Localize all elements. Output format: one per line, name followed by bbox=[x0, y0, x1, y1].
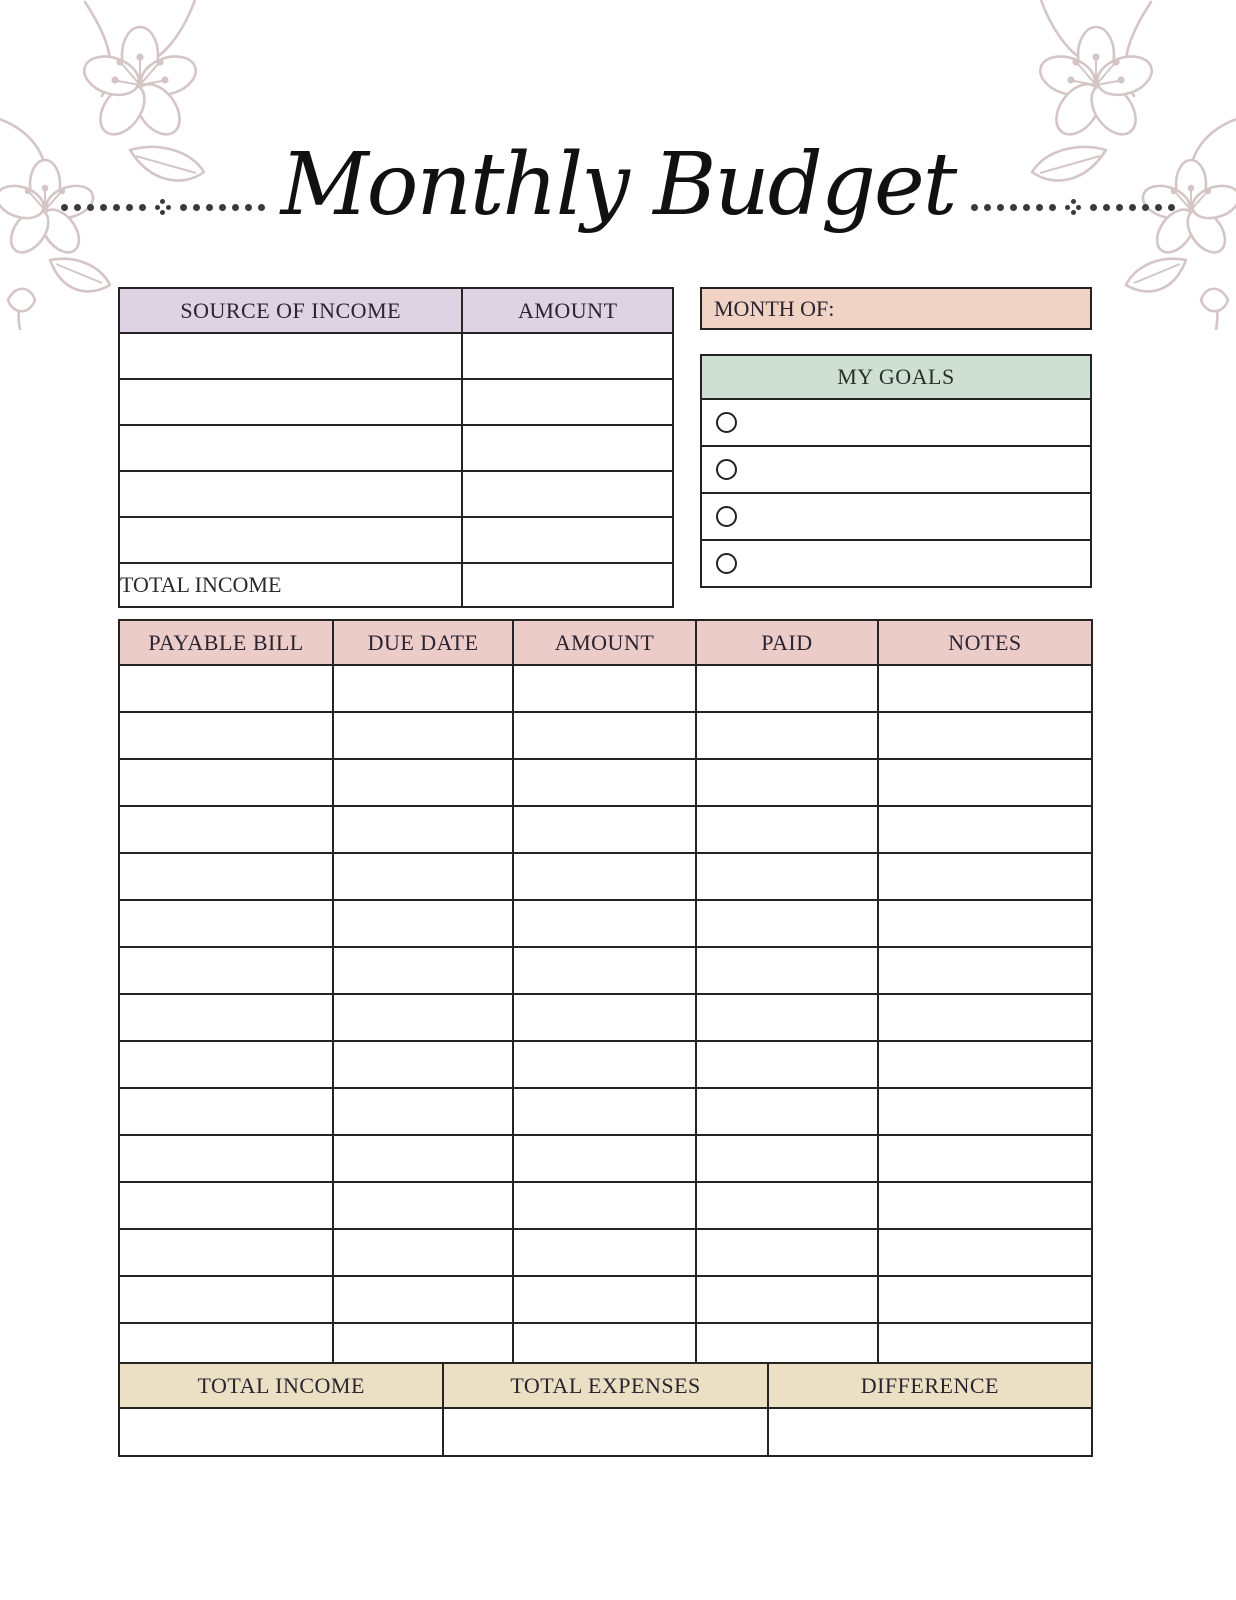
bill-entry-cell[interactable] bbox=[119, 900, 333, 947]
bill-entry-cell[interactable] bbox=[119, 759, 333, 806]
goals-body bbox=[700, 400, 1092, 588]
bill-entry-cell[interactable] bbox=[333, 947, 513, 994]
bill-entry-cell[interactable] bbox=[878, 1229, 1092, 1276]
title-row bbox=[0, 110, 1236, 260]
income-header-source: SOURCE OF INCOME bbox=[119, 288, 462, 333]
bill-entry-cell[interactable] bbox=[513, 947, 696, 994]
table-row bbox=[119, 1276, 1092, 1323]
ornament-diamond-icon bbox=[155, 199, 171, 215]
summary-header-total-expenses: TOTAL EXPENSES bbox=[443, 1363, 767, 1408]
bill-entry-cell[interactable] bbox=[696, 1229, 878, 1276]
ornament-dot bbox=[1049, 204, 1056, 211]
bill-entry-cell[interactable] bbox=[119, 947, 333, 994]
bill-entry-cell[interactable] bbox=[696, 1135, 878, 1182]
table-row bbox=[119, 1088, 1092, 1135]
ornament-dot bbox=[74, 204, 81, 211]
goal-bullet-circle-icon[interactable] bbox=[716, 412, 737, 433]
bills-header-amount: AMOUNT bbox=[513, 620, 696, 665]
bill-entry-cell[interactable] bbox=[333, 759, 513, 806]
bill-entry-cell[interactable] bbox=[696, 853, 878, 900]
bill-entry-cell[interactable] bbox=[119, 712, 333, 759]
ornament-dot bbox=[1155, 204, 1162, 211]
table-row bbox=[119, 1229, 1092, 1276]
summary-value-cell[interactable] bbox=[768, 1408, 1092, 1456]
ornament-dot bbox=[1168, 204, 1175, 211]
bill-entry-cell[interactable] bbox=[696, 712, 878, 759]
table-row bbox=[119, 806, 1092, 853]
bill-entry-cell[interactable] bbox=[513, 806, 696, 853]
income-entry-cell[interactable] bbox=[119, 517, 462, 563]
bill-entry-cell[interactable] bbox=[878, 994, 1092, 1041]
bill-entry-cell[interactable] bbox=[333, 665, 513, 712]
goals-header: MY GOALS bbox=[700, 354, 1092, 400]
income-table bbox=[118, 287, 674, 608]
bills-header-row bbox=[119, 620, 1092, 665]
ornament-dot bbox=[180, 204, 187, 211]
bill-entry-cell[interactable] bbox=[878, 947, 1092, 994]
bill-entry-cell[interactable] bbox=[513, 1276, 696, 1323]
summary-table bbox=[118, 1362, 1093, 1457]
bill-entry-cell[interactable] bbox=[119, 1041, 333, 1088]
table-row bbox=[119, 900, 1092, 947]
ornament-dot bbox=[258, 204, 265, 211]
summary-header-total-income: TOTAL INCOME bbox=[119, 1363, 443, 1408]
table-row bbox=[119, 425, 673, 471]
bill-entry-cell[interactable] bbox=[696, 1041, 878, 1088]
income-entry-cell[interactable] bbox=[119, 379, 462, 425]
ornament-dot bbox=[87, 204, 94, 211]
goal-row[interactable] bbox=[700, 494, 1092, 541]
bills-header-due-date: DUE DATE bbox=[333, 620, 513, 665]
bill-entry-cell[interactable] bbox=[696, 947, 878, 994]
table-row bbox=[119, 379, 673, 425]
income-entry-cell[interactable] bbox=[462, 379, 673, 425]
ornament-dot bbox=[997, 204, 1004, 211]
goal-bullet-circle-icon[interactable] bbox=[716, 459, 737, 480]
table-row bbox=[119, 665, 1092, 712]
goals-section bbox=[700, 354, 1092, 588]
bill-entry-cell[interactable] bbox=[513, 1229, 696, 1276]
table-row bbox=[119, 994, 1092, 1041]
summary-header-difference: DIFFERENCE bbox=[768, 1363, 1092, 1408]
bill-entry-cell[interactable] bbox=[333, 900, 513, 947]
ornament-dot bbox=[113, 204, 120, 211]
ornament-dot bbox=[100, 204, 107, 211]
bill-entry-cell[interactable] bbox=[878, 1088, 1092, 1135]
ornament-dot bbox=[1036, 204, 1043, 211]
bill-entry-cell[interactable] bbox=[513, 900, 696, 947]
goal-bullet-circle-icon[interactable] bbox=[716, 553, 737, 574]
page-title: Monthly Budget bbox=[280, 135, 956, 235]
ornament-dot bbox=[1116, 204, 1123, 211]
income-entry-cell[interactable] bbox=[119, 333, 462, 379]
income-entry-cell[interactable] bbox=[462, 517, 673, 563]
income-entry-cell[interactable] bbox=[462, 425, 673, 471]
bill-entry-cell[interactable] bbox=[333, 1229, 513, 1276]
month-of-label: MONTH OF: bbox=[714, 295, 835, 321]
bill-entry-cell[interactable] bbox=[513, 759, 696, 806]
bill-entry-cell[interactable] bbox=[333, 1276, 513, 1323]
bill-entry-cell[interactable] bbox=[513, 1088, 696, 1135]
ornament-dot bbox=[232, 204, 239, 211]
bill-entry-cell[interactable] bbox=[333, 1135, 513, 1182]
bill-entry-cell[interactable] bbox=[696, 759, 878, 806]
income-entry-cell[interactable] bbox=[462, 333, 673, 379]
bills-header-payable-bill: PAYABLE BILL bbox=[119, 620, 333, 665]
table-row bbox=[119, 1041, 1092, 1088]
table-row bbox=[119, 471, 673, 517]
bill-entry-cell[interactable] bbox=[696, 1276, 878, 1323]
bills-header-paid: PAID bbox=[696, 620, 878, 665]
table-row bbox=[119, 333, 673, 379]
bill-entry-cell[interactable] bbox=[878, 712, 1092, 759]
goal-row[interactable] bbox=[700, 541, 1092, 588]
income-total-value-cell[interactable] bbox=[462, 563, 673, 607]
bill-entry-cell[interactable] bbox=[513, 1135, 696, 1182]
table-row bbox=[119, 759, 1092, 806]
bill-entry-cell[interactable] bbox=[513, 853, 696, 900]
bills-header-notes: NOTES bbox=[878, 620, 1092, 665]
ornament-dot bbox=[1142, 204, 1149, 211]
bill-entry-cell[interactable] bbox=[878, 665, 1092, 712]
bill-entry-cell[interactable] bbox=[513, 665, 696, 712]
bill-entry-cell[interactable] bbox=[333, 994, 513, 1041]
goal-bullet-circle-icon[interactable] bbox=[716, 506, 737, 527]
table-row bbox=[119, 1182, 1092, 1229]
income-entry-cell[interactable] bbox=[119, 425, 462, 471]
bill-entry-cell[interactable] bbox=[119, 853, 333, 900]
income-total-row bbox=[119, 563, 673, 607]
bill-entry-cell[interactable] bbox=[119, 1229, 333, 1276]
bill-entry-cell[interactable] bbox=[878, 900, 1092, 947]
bill-entry-cell[interactable] bbox=[119, 665, 333, 712]
bill-entry-cell[interactable] bbox=[878, 1135, 1092, 1182]
month-of-box[interactable] bbox=[700, 287, 1092, 330]
bill-entry-cell[interactable] bbox=[119, 1088, 333, 1135]
ornament-dot bbox=[984, 204, 991, 211]
bill-entry-cell[interactable] bbox=[696, 665, 878, 712]
ornament-dot bbox=[206, 204, 213, 211]
income-header-row bbox=[119, 288, 673, 333]
bill-entry-cell[interactable] bbox=[513, 712, 696, 759]
bill-entry-cell[interactable] bbox=[333, 712, 513, 759]
ornament-dot bbox=[245, 204, 252, 211]
bill-entry-cell[interactable] bbox=[333, 1041, 513, 1088]
goal-row[interactable] bbox=[700, 400, 1092, 447]
ornament-dot bbox=[1023, 204, 1030, 211]
goal-row[interactable] bbox=[700, 447, 1092, 494]
bill-entry-cell[interactable] bbox=[878, 1041, 1092, 1088]
bill-entry-cell[interactable] bbox=[333, 1182, 513, 1229]
table-row bbox=[119, 712, 1092, 759]
bill-entry-cell[interactable] bbox=[696, 900, 878, 947]
table-row bbox=[119, 853, 1092, 900]
ornament-dot bbox=[1090, 204, 1097, 211]
bill-entry-cell[interactable] bbox=[119, 1276, 333, 1323]
ornament-dot bbox=[1103, 204, 1110, 211]
bill-entry-cell[interactable] bbox=[333, 1088, 513, 1135]
bills-table bbox=[118, 619, 1093, 1371]
summary-header-row bbox=[119, 1363, 1092, 1408]
income-entry-cell[interactable] bbox=[119, 471, 462, 517]
bill-entry-cell[interactable] bbox=[333, 806, 513, 853]
summary-value-cell[interactable] bbox=[443, 1408, 767, 1456]
bill-entry-cell[interactable] bbox=[119, 1135, 333, 1182]
table-row bbox=[119, 947, 1092, 994]
income-entry-cell[interactable] bbox=[462, 471, 673, 517]
bill-entry-cell[interactable] bbox=[119, 806, 333, 853]
bill-entry-cell[interactable] bbox=[696, 806, 878, 853]
ornament-dot bbox=[61, 204, 68, 211]
title-ornament-left-icon bbox=[61, 199, 265, 215]
bill-entry-cell[interactable] bbox=[878, 759, 1092, 806]
bill-entry-cell[interactable] bbox=[513, 1041, 696, 1088]
income-body bbox=[119, 333, 673, 563]
bill-entry-cell[interactable] bbox=[119, 994, 333, 1041]
title-ornament-right-icon bbox=[971, 199, 1175, 215]
bill-entry-cell[interactable] bbox=[119, 1182, 333, 1229]
ornament-dot bbox=[193, 204, 200, 211]
ornament-dot bbox=[139, 204, 146, 211]
table-row bbox=[119, 1408, 1092, 1456]
summary-value-cell[interactable] bbox=[119, 1408, 443, 1456]
bill-entry-cell[interactable] bbox=[878, 1182, 1092, 1229]
income-header-amount: AMOUNT bbox=[462, 288, 673, 333]
bill-entry-cell[interactable] bbox=[696, 1088, 878, 1135]
summary-body bbox=[119, 1408, 1092, 1456]
ornament-dot bbox=[126, 204, 133, 211]
bill-entry-cell[interactable] bbox=[513, 1182, 696, 1229]
bill-entry-cell[interactable] bbox=[513, 994, 696, 1041]
bill-entry-cell[interactable] bbox=[878, 1276, 1092, 1323]
income-total-label: TOTAL INCOME bbox=[119, 563, 462, 607]
bill-entry-cell[interactable] bbox=[878, 806, 1092, 853]
table-row bbox=[119, 1135, 1092, 1182]
ornament-dot bbox=[971, 204, 978, 211]
table-row bbox=[119, 517, 673, 563]
bill-entry-cell[interactable] bbox=[878, 853, 1092, 900]
bill-entry-cell[interactable] bbox=[333, 853, 513, 900]
bill-entry-cell[interactable] bbox=[696, 994, 878, 1041]
ornament-dot bbox=[1129, 204, 1136, 211]
ornament-dot bbox=[1010, 204, 1017, 211]
bill-entry-cell[interactable] bbox=[696, 1182, 878, 1229]
ornament-diamond-icon bbox=[1065, 199, 1081, 215]
bills-body bbox=[119, 665, 1092, 1370]
ornament-dot bbox=[219, 204, 226, 211]
